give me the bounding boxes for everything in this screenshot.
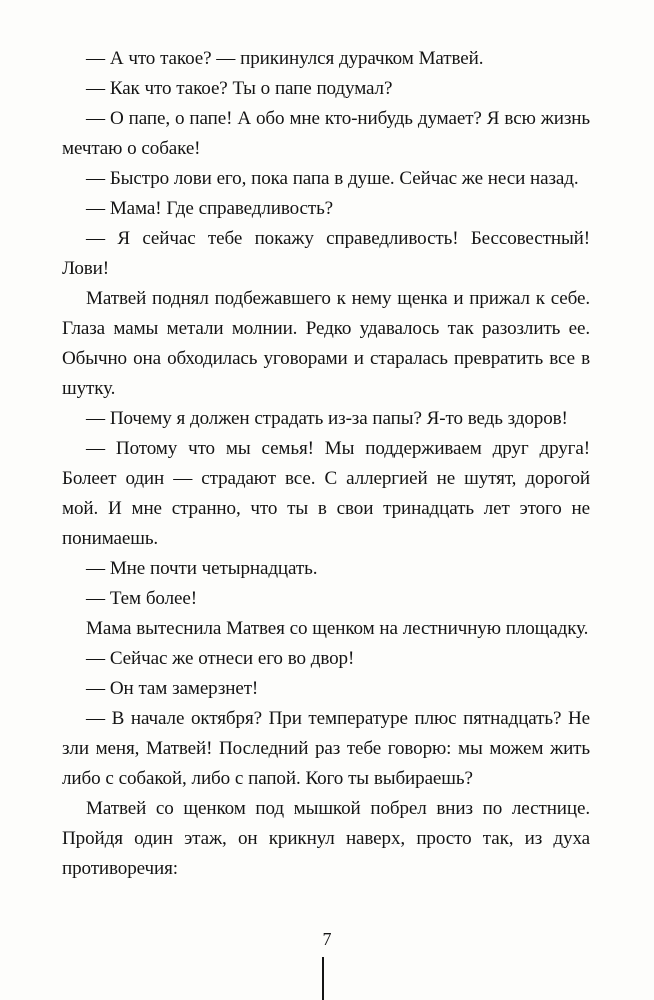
- paragraph: — О папе, о папе! А обо мне кто-нибудь думает? Я всю жизнь мечтаю о собаке!: [62, 108, 590, 159]
- paragraph: — Сейчас же отнеси его во двор!: [86, 648, 355, 669]
- paragraph: Мама вытеснила Матвея со щенком на лестничную площадку.: [86, 618, 589, 639]
- paragraph: — Мама! Где справедливость?: [86, 198, 334, 219]
- paragraph: Матвей со щенком под мышкой побрел вниз по лестнице. Пройдя один этаж, он крикнул наверх, просто так, из духа противоречия:: [62, 798, 590, 879]
- paragraph: — Мне почти четырнадцать.: [86, 558, 318, 579]
- paragraph: — В начале октября? При температуре плюс пятнадцать? Не зли меня, Матвей! Последний раз тебе говорю: мы можем жить либо с собакой, либо с папой. Кого ты выбираешь?: [62, 708, 590, 789]
- paragraph: Матвей поднял подбежавшего к нему щенка и прижал к себе. Глаза мамы метали молнии. Редко удавалось так разозлить ее. Обычно она обходилась уговорами и старалась превратить все в шутку.: [62, 288, 590, 399]
- paragraph: — Он там замерзнет!: [86, 678, 259, 699]
- paragraph: — Я сейчас тебе покажу справедливость! Бессовестный! Лови!: [62, 228, 590, 279]
- paragraph: — А что такое? — прикинулся дурачком Матвей.: [86, 48, 484, 69]
- page-number: 7: [322, 929, 332, 949]
- paragraph: — Быстро лови его, пока папа в душе. Сейчас же неси назад.: [86, 168, 579, 189]
- page-body-text: [62, 44, 590, 884]
- paragraph: — Как что такое? Ты о папе подумал?: [86, 78, 393, 99]
- gutter-rule: [322, 957, 324, 1000]
- paragraph: — Тем более!: [86, 588, 197, 609]
- paragraph: — Почему я должен страдать из-за папы? Я-то ведь здоров!: [86, 408, 568, 429]
- paragraph: — Потому что мы семья! Мы поддерживаем друг друга! Болеет один — страдают все. С аллергией не шутят, дорогой мой. И мне странно, что ты в свои тринадцать лет этого не понимаешь.: [62, 438, 590, 549]
